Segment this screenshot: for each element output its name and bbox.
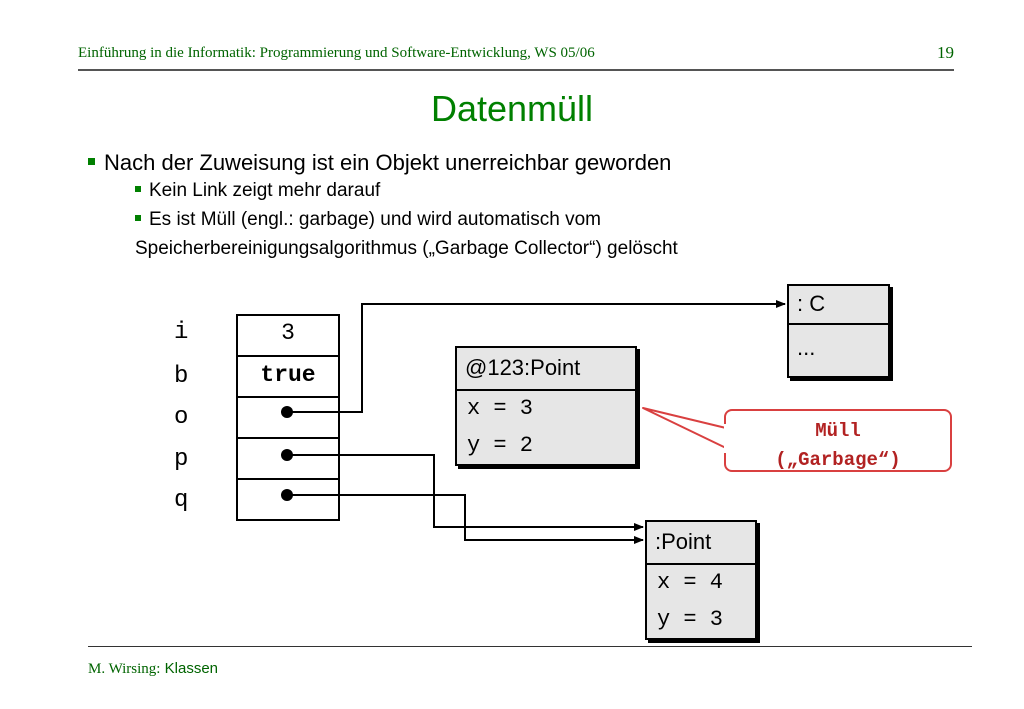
bullet-main-text: Nach der Zuweisung ist ein Objekt unerreichbar geworden <box>104 150 672 175</box>
ref-dot-q <box>281 489 293 501</box>
var-name-i: i <box>174 319 189 346</box>
object-point-title: :Point <box>655 529 712 554</box>
footer <box>88 660 218 678</box>
var-value-b: true <box>260 362 316 388</box>
object-c-body: ... <box>797 335 816 360</box>
course-header: Einführung in die Informatik: Programmierung und Software-Entwicklung, WS 05/06 <box>78 45 595 61</box>
arrow-q-to-point <box>287 495 643 540</box>
bullet-sub-1-text: Kein Link zeigt mehr darauf <box>149 180 381 201</box>
footer-author: M. Wirsing: <box>88 661 161 677</box>
page-number: 19 <box>937 43 954 62</box>
callout-pointer <box>643 408 726 448</box>
footer-topic: Klassen <box>164 660 219 677</box>
arrow-o-to-c <box>287 304 785 412</box>
object-point-123-x: x = 3 <box>467 396 534 421</box>
object-c-title: : C <box>797 291 826 316</box>
var-name-o: o <box>174 404 189 431</box>
var-name-q: q <box>174 487 189 514</box>
object-point-123-title: @123:Point <box>465 355 581 380</box>
object-point-x: x = 4 <box>657 570 724 595</box>
var-value-i: 3 <box>281 320 295 346</box>
ref-dot-p <box>281 449 293 461</box>
object-point-123-y: y = 2 <box>467 433 534 458</box>
var-name-p: p <box>174 446 189 473</box>
footer-divider <box>88 646 972 647</box>
bullet-sub-2-continuation: Speicherbereinigungsalgorithmus („Garbage Collector“) gelöscht <box>135 238 678 259</box>
slide-title: Datenmüll <box>430 88 594 129</box>
garbage-callout-line1: Müll <box>815 420 861 442</box>
object-point-y: y = 3 <box>657 607 724 632</box>
var-name-b: b <box>174 363 189 390</box>
bullet-sub-2-text: Es ist Müll (engl.: garbage) und wird automatisch vom <box>149 209 601 230</box>
garbage-callout-line2: („Garbage“) <box>775 449 901 471</box>
ref-dot-o <box>281 406 293 418</box>
